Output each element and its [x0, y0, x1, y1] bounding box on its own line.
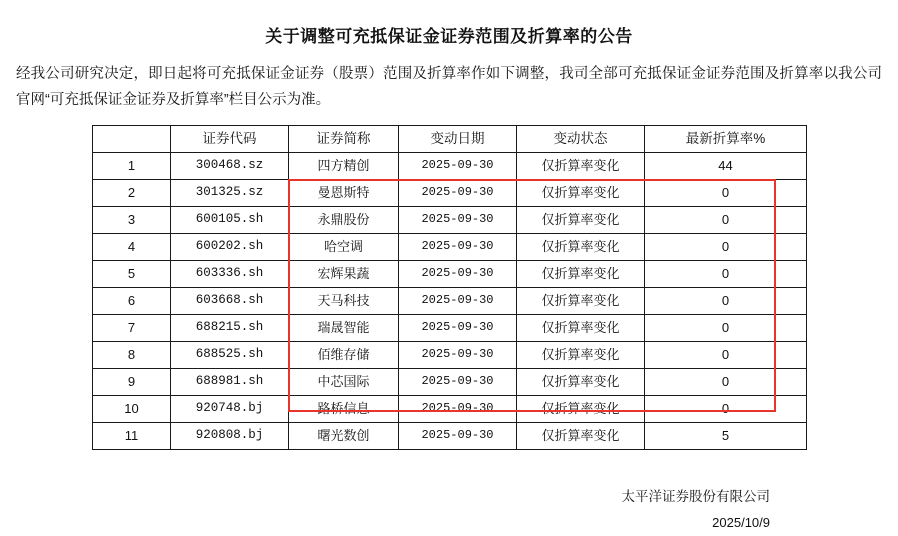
- cell-name: 路桥信息: [289, 396, 399, 423]
- table-row: [93, 234, 807, 261]
- cell-code: 688525.sh: [171, 342, 289, 369]
- cell-name: 哈空调: [289, 234, 399, 261]
- column-header-code: 证券代码: [171, 126, 289, 153]
- table-row: [93, 315, 807, 342]
- intro-paragraph: 经我公司研究决定，即日起将可充抵保证金证券（股票）范围及折算率作如下调整，我司全部可充抵保证金证券范围及折算率以我公司官网“可充抵保证金证券及折算率”栏目公示为准。: [16, 66, 882, 108]
- cell-rate: 5: [645, 423, 807, 450]
- cell-rate: 0: [645, 396, 807, 423]
- cell-index: 11: [93, 423, 171, 450]
- cell-name: 永鼎股份: [289, 207, 399, 234]
- document-page: [0, 22, 898, 530]
- document-footer: [0, 484, 898, 536]
- company-signature: 太平洋证券股份有限公司: [621, 489, 770, 504]
- cell-date: 2025-09-30: [399, 180, 517, 207]
- table-row: [93, 396, 807, 423]
- table-row: [93, 369, 807, 396]
- cell-date: 2025-09-30: [399, 342, 517, 369]
- cell-date: 2025-09-30: [399, 396, 517, 423]
- cell-status: 仅折算率变化: [517, 396, 645, 423]
- cell-status: 仅折算率变化: [517, 342, 645, 369]
- cell-date: 2025-09-30: [399, 288, 517, 315]
- cell-status: 仅折算率变化: [517, 369, 645, 396]
- cell-name: 曼恩斯特: [289, 180, 399, 207]
- cell-status: 仅折算率变化: [517, 261, 645, 288]
- cell-rate: 0: [645, 234, 807, 261]
- cell-name: 佰维存储: [289, 342, 399, 369]
- column-header-rate: 最新折算率%: [645, 126, 807, 153]
- column-header-date: 变动日期: [399, 126, 517, 153]
- table-header: [93, 126, 807, 153]
- cell-name: 四方精创: [289, 153, 399, 180]
- cell-date: 2025-09-30: [399, 153, 517, 180]
- cell-index: 2: [93, 180, 171, 207]
- cell-rate: 0: [645, 207, 807, 234]
- document-date: 2025/10/9: [712, 515, 770, 530]
- cell-code: 600105.sh: [171, 207, 289, 234]
- cell-status: 仅折算率变化: [517, 315, 645, 342]
- cell-code: 688981.sh: [171, 369, 289, 396]
- column-header-name: 证券简称: [289, 126, 399, 153]
- cell-date: 2025-09-30: [399, 423, 517, 450]
- cell-status: 仅折算率变化: [517, 153, 645, 180]
- cell-rate: 0: [645, 261, 807, 288]
- cell-date: 2025-09-30: [399, 315, 517, 342]
- table-body: [93, 153, 807, 450]
- cell-index: 7: [93, 315, 171, 342]
- cell-date: 2025-09-30: [399, 261, 517, 288]
- cell-rate: 0: [645, 315, 807, 342]
- cell-date: 2025-09-30: [399, 207, 517, 234]
- cell-date: 2025-09-30: [399, 369, 517, 396]
- cell-index: 9: [93, 369, 171, 396]
- cell-rate: 0: [645, 288, 807, 315]
- cell-index: 4: [93, 234, 171, 261]
- cell-name: 宏辉果蔬: [289, 261, 399, 288]
- table-row: [93, 288, 807, 315]
- table-row: [93, 153, 807, 180]
- table-row: [93, 180, 807, 207]
- cell-name: 瑞晟智能: [289, 315, 399, 342]
- cell-code: 301325.sz: [171, 180, 289, 207]
- cell-date: 2025-09-30: [399, 234, 517, 261]
- table-row: [93, 207, 807, 234]
- cell-code: 920808.bj: [171, 423, 289, 450]
- cell-code: 300468.sz: [171, 153, 289, 180]
- cell-code: 603668.sh: [171, 288, 289, 315]
- column-header-status: 变动状态: [517, 126, 645, 153]
- cell-code: 688215.sh: [171, 315, 289, 342]
- cell-index: 10: [93, 396, 171, 423]
- table-row: [93, 261, 807, 288]
- cell-status: 仅折算率变化: [517, 288, 645, 315]
- cell-name: 中芯国际: [289, 369, 399, 396]
- securities-table: [92, 125, 807, 450]
- cell-status: 仅折算率变化: [517, 207, 645, 234]
- cell-status: 仅折算率变化: [517, 180, 645, 207]
- cell-index: 6: [93, 288, 171, 315]
- cell-rate: 0: [645, 369, 807, 396]
- cell-index: 5: [93, 261, 171, 288]
- cell-index: 1: [93, 153, 171, 180]
- securities-table-wrapper: [92, 125, 806, 450]
- cell-code: 600202.sh: [171, 234, 289, 261]
- table-row: [93, 342, 807, 369]
- cell-index: 8: [93, 342, 171, 369]
- cell-rate: 0: [645, 180, 807, 207]
- cell-name: 曙光数创: [289, 423, 399, 450]
- cell-code: 920748.bj: [171, 396, 289, 423]
- cell-status: 仅折算率变化: [517, 423, 645, 450]
- table-header-row: [93, 126, 807, 153]
- cell-status: 仅折算率变化: [517, 234, 645, 261]
- cell-index: 3: [93, 207, 171, 234]
- cell-code: 603336.sh: [171, 261, 289, 288]
- cell-rate: 0: [645, 342, 807, 369]
- cell-name: 天马科技: [289, 288, 399, 315]
- column-header-index: [93, 126, 171, 153]
- cell-rate: 44: [645, 153, 807, 180]
- page-title: 关于调整可充抵保证金证券范围及折算率的公告: [265, 27, 633, 46]
- table-row: [93, 423, 807, 450]
